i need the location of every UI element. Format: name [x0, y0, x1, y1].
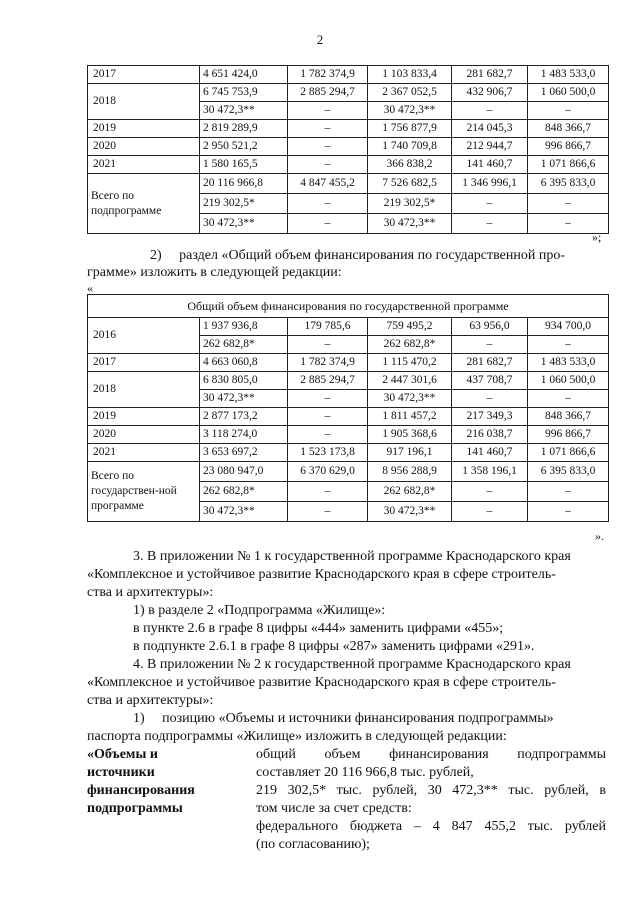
- value-cell: –: [452, 390, 528, 408]
- year-cell: 2020: [88, 426, 200, 444]
- para3-sub3: в подпункте 2.6.1 в графе 8 цифры «287» заменить цифрами «291».: [133, 639, 535, 654]
- total-value-cell: 8 956 288,9: [368, 462, 452, 482]
- value-cell: 3 653 697,2: [200, 444, 288, 462]
- year-cell: 2019: [88, 120, 200, 138]
- value-cell: 1 060 500,0: [528, 372, 609, 390]
- value-cell: 934 700,0: [528, 318, 609, 336]
- value-cell: –: [288, 408, 368, 426]
- table2-closing-mark: ».: [595, 529, 604, 543]
- total-value-cell: 20 116 966,8: [200, 174, 288, 194]
- para4-sub1: 1) позицию «Объемы и источники финансирования подпрограммы»: [133, 711, 554, 726]
- total-label: Всего по государствен-ной программе: [88, 462, 200, 522]
- value-cell: 4 651 424,0: [200, 66, 288, 84]
- value-cell: 2 885 294,7: [288, 84, 368, 102]
- value-cell: –: [288, 426, 368, 444]
- value-cell: 848 366,7: [528, 408, 609, 426]
- value-cell: 63 956,0: [452, 318, 528, 336]
- total-value-cell: 30 472,3**: [368, 502, 452, 522]
- passport-value-line4: том числе за счет средств:: [256, 801, 412, 816]
- year-cell: 2017: [88, 354, 200, 372]
- value-cell: 30 472,3**: [200, 102, 288, 120]
- value-cell: 30 472,3**: [368, 390, 452, 408]
- table-row: [88, 138, 609, 156]
- value-cell: –: [288, 138, 368, 156]
- value-cell: 217 349,3: [452, 408, 528, 426]
- para3-line1: 3. В приложении № 1 к государственной программе Краснодарского края: [133, 549, 571, 564]
- total-value-cell: 6 395 833,0: [528, 174, 609, 194]
- total-value-cell: 4 847 455,2: [288, 174, 368, 194]
- value-cell: 996 866,7: [528, 138, 609, 156]
- value-cell: 2 877 173,2: [200, 408, 288, 426]
- subprogram-financing-table: [87, 65, 609, 234]
- table-header: Общий объем финансирования по государственной программе: [88, 295, 609, 318]
- value-cell: –: [288, 102, 368, 120]
- value-cell: 262 682,8*: [368, 336, 452, 354]
- value-cell: 1 811 457,2: [368, 408, 452, 426]
- year-cell: 2017: [88, 66, 200, 84]
- value-cell: 917 196,1: [368, 444, 452, 462]
- year-cell: 2019: [88, 408, 200, 426]
- total-value-cell: –: [288, 214, 368, 234]
- para4-line3: ства и архитектуры»:: [87, 693, 214, 708]
- open-quote: «: [87, 281, 93, 295]
- table-header-row: [88, 295, 609, 318]
- value-cell: 216 038,7: [452, 426, 528, 444]
- passport-value-line5: федерального бюджета – 4 847 455,2 тыс. рублей: [256, 819, 606, 834]
- value-cell: –: [288, 156, 368, 174]
- value-cell: 2 885 294,7: [288, 372, 368, 390]
- value-cell: 759 495,2: [368, 318, 452, 336]
- value-cell: 214 045,3: [452, 120, 528, 138]
- para4-line1: 4. В приложении № 2 к государственной программе Краснодарского края: [133, 657, 571, 672]
- total-row: [88, 174, 609, 194]
- value-cell: –: [528, 102, 609, 120]
- para3-sub2: в пункте 2.6 в графе 8 цифры «444» заменить цифрами «455»;: [133, 621, 504, 636]
- total-value-cell: 219 302,5*: [368, 194, 452, 214]
- total-value-cell: 23 080 947,0: [200, 462, 288, 482]
- value-cell: 262 682,8*: [200, 336, 288, 354]
- value-cell: 30 472,3**: [200, 390, 288, 408]
- value-cell: –: [452, 102, 528, 120]
- year-cell: 2021: [88, 156, 200, 174]
- value-cell: –: [528, 390, 609, 408]
- value-cell: –: [288, 390, 368, 408]
- value-cell: 6 830 805,0: [200, 372, 288, 390]
- total-value-cell: –: [288, 194, 368, 214]
- passport-value-line1: общий объем финансирования подпрограммы: [256, 747, 606, 762]
- value-cell: 1 756 877,9: [368, 120, 452, 138]
- value-cell: 1 782 374,9: [288, 66, 368, 84]
- passport-label-line1: «Объемы и: [87, 747, 158, 762]
- table-row: [88, 372, 609, 390]
- passport-label-line4: подпрограммы: [87, 801, 183, 816]
- value-cell: 1 103 833,4: [368, 66, 452, 84]
- year-cell: 2021: [88, 444, 200, 462]
- value-cell: 1 483 533,0: [528, 354, 609, 372]
- total-value-cell: –: [452, 214, 528, 234]
- table-row: [88, 156, 609, 174]
- table-row: [88, 444, 609, 462]
- value-cell: 1 740 709,8: [368, 138, 452, 156]
- page-number: 2: [316, 32, 324, 47]
- section2-line2: грамме» изложить в следующей редакции:: [87, 265, 342, 280]
- table1-closing-mark: »;: [592, 230, 602, 244]
- total-label: Всего по подпрограмме: [88, 174, 200, 234]
- value-cell: 1 937 936,8: [200, 318, 288, 336]
- passport-label-line3: финансирования: [87, 783, 195, 798]
- value-cell: 366 838,2: [368, 156, 452, 174]
- value-cell: 1 580 165,5: [200, 156, 288, 174]
- total-value-cell: –: [452, 502, 528, 522]
- value-cell: 179 785,6: [288, 318, 368, 336]
- value-cell: 6 745 753,9: [200, 84, 288, 102]
- value-cell: 432 906,7: [452, 84, 528, 102]
- value-cell: 1 905 368,6: [368, 426, 452, 444]
- value-cell: –: [528, 336, 609, 354]
- total-value-cell: 1 358 196,1: [452, 462, 528, 482]
- total-value-cell: 1 346 996,1: [452, 174, 528, 194]
- value-cell: 1 483 533,0: [528, 66, 609, 84]
- total-value-cell: 30 472,3**: [200, 214, 288, 234]
- table-row: [88, 408, 609, 426]
- table-row: [88, 354, 609, 372]
- value-cell: 1 071 866,6: [528, 444, 609, 462]
- value-cell: 2 447 301,6: [368, 372, 452, 390]
- total-value-cell: –: [528, 502, 609, 522]
- value-cell: 141 460,7: [452, 156, 528, 174]
- value-cell: 1 523 173,8: [288, 444, 368, 462]
- total-value-cell: –: [288, 482, 368, 502]
- value-cell: 1 115 470,2: [368, 354, 452, 372]
- value-cell: 437 708,7: [452, 372, 528, 390]
- value-cell: 2 950 521,2: [200, 138, 288, 156]
- para3-line2: «Комплексное и устойчивое развитие Краснодарского края в сфере строитель-: [87, 567, 556, 582]
- table-row: [88, 318, 609, 336]
- total-value-cell: –: [452, 482, 528, 502]
- value-cell: 2 367 052,5: [368, 84, 452, 102]
- passport-label-line2: источники: [87, 765, 155, 780]
- program-financing-table: [87, 294, 609, 522]
- total-value-cell: 262 682,8*: [368, 482, 452, 502]
- table-row: [88, 120, 609, 138]
- para4-sub2: паспорта подпрограммы «Жилище» изложить в следующей редакции:: [87, 729, 507, 744]
- value-cell: 281 682,7: [452, 354, 528, 372]
- table-row: [88, 426, 609, 444]
- total-value-cell: 6 395 833,0: [528, 462, 609, 482]
- year-cell: 2016: [88, 318, 200, 354]
- total-value-cell: 7 526 682,5: [368, 174, 452, 194]
- total-value-cell: –: [452, 194, 528, 214]
- total-value-cell: 262 682,8*: [200, 482, 288, 502]
- year-cell: 2018: [88, 84, 200, 120]
- para3-sub1: 1) в разделе 2 «Подпрограмма «Жилище»:: [133, 603, 386, 618]
- passport-value-line3: 219 302,5* тыс. рублей, 30 472,3** тыс. рублей, в: [256, 783, 606, 798]
- value-cell: 2 819 289,9: [200, 120, 288, 138]
- total-value-cell: 219 302,5*: [200, 194, 288, 214]
- total-row: [88, 462, 609, 482]
- value-cell: 848 366,7: [528, 120, 609, 138]
- value-cell: 1 060 500,0: [528, 84, 609, 102]
- total-value-cell: –: [528, 194, 609, 214]
- para3-line3: ства и архитектуры»:: [87, 585, 214, 600]
- passport-value-line2: составляет 20 116 966,8 тыс. рублей,: [256, 765, 474, 780]
- value-cell: 3 118 274,0: [200, 426, 288, 444]
- value-cell: 4 663 060,8: [200, 354, 288, 372]
- value-cell: –: [288, 336, 368, 354]
- value-cell: 212 944,7: [452, 138, 528, 156]
- value-cell: –: [452, 336, 528, 354]
- total-value-cell: 30 472,3**: [368, 214, 452, 234]
- value-cell: –: [288, 120, 368, 138]
- value-cell: 996 866,7: [528, 426, 609, 444]
- total-value-cell: 30 472,3**: [200, 502, 288, 522]
- year-cell: 2020: [88, 138, 200, 156]
- total-value-cell: 6 370 629,0: [288, 462, 368, 482]
- value-cell: 281 682,7: [452, 66, 528, 84]
- table-row: [88, 66, 609, 84]
- year-cell: 2018: [88, 372, 200, 408]
- passport-value-line6: (по согласованию);: [256, 837, 370, 852]
- section2-line1: 2) раздел «Общий объем финансирования по государственной про-: [150, 248, 566, 263]
- total-value-cell: –: [528, 482, 609, 502]
- total-value-cell: –: [288, 502, 368, 522]
- total-value-cell: –: [528, 214, 609, 234]
- value-cell: 30 472,3**: [368, 102, 452, 120]
- value-cell: 1 782 374,9: [288, 354, 368, 372]
- para4-line2: «Комплексное и устойчивое развитие Краснодарского края в сфере строитель-: [87, 675, 556, 690]
- value-cell: 141 460,7: [452, 444, 528, 462]
- table-row: [88, 84, 609, 102]
- value-cell: 1 071 866,6: [528, 156, 609, 174]
